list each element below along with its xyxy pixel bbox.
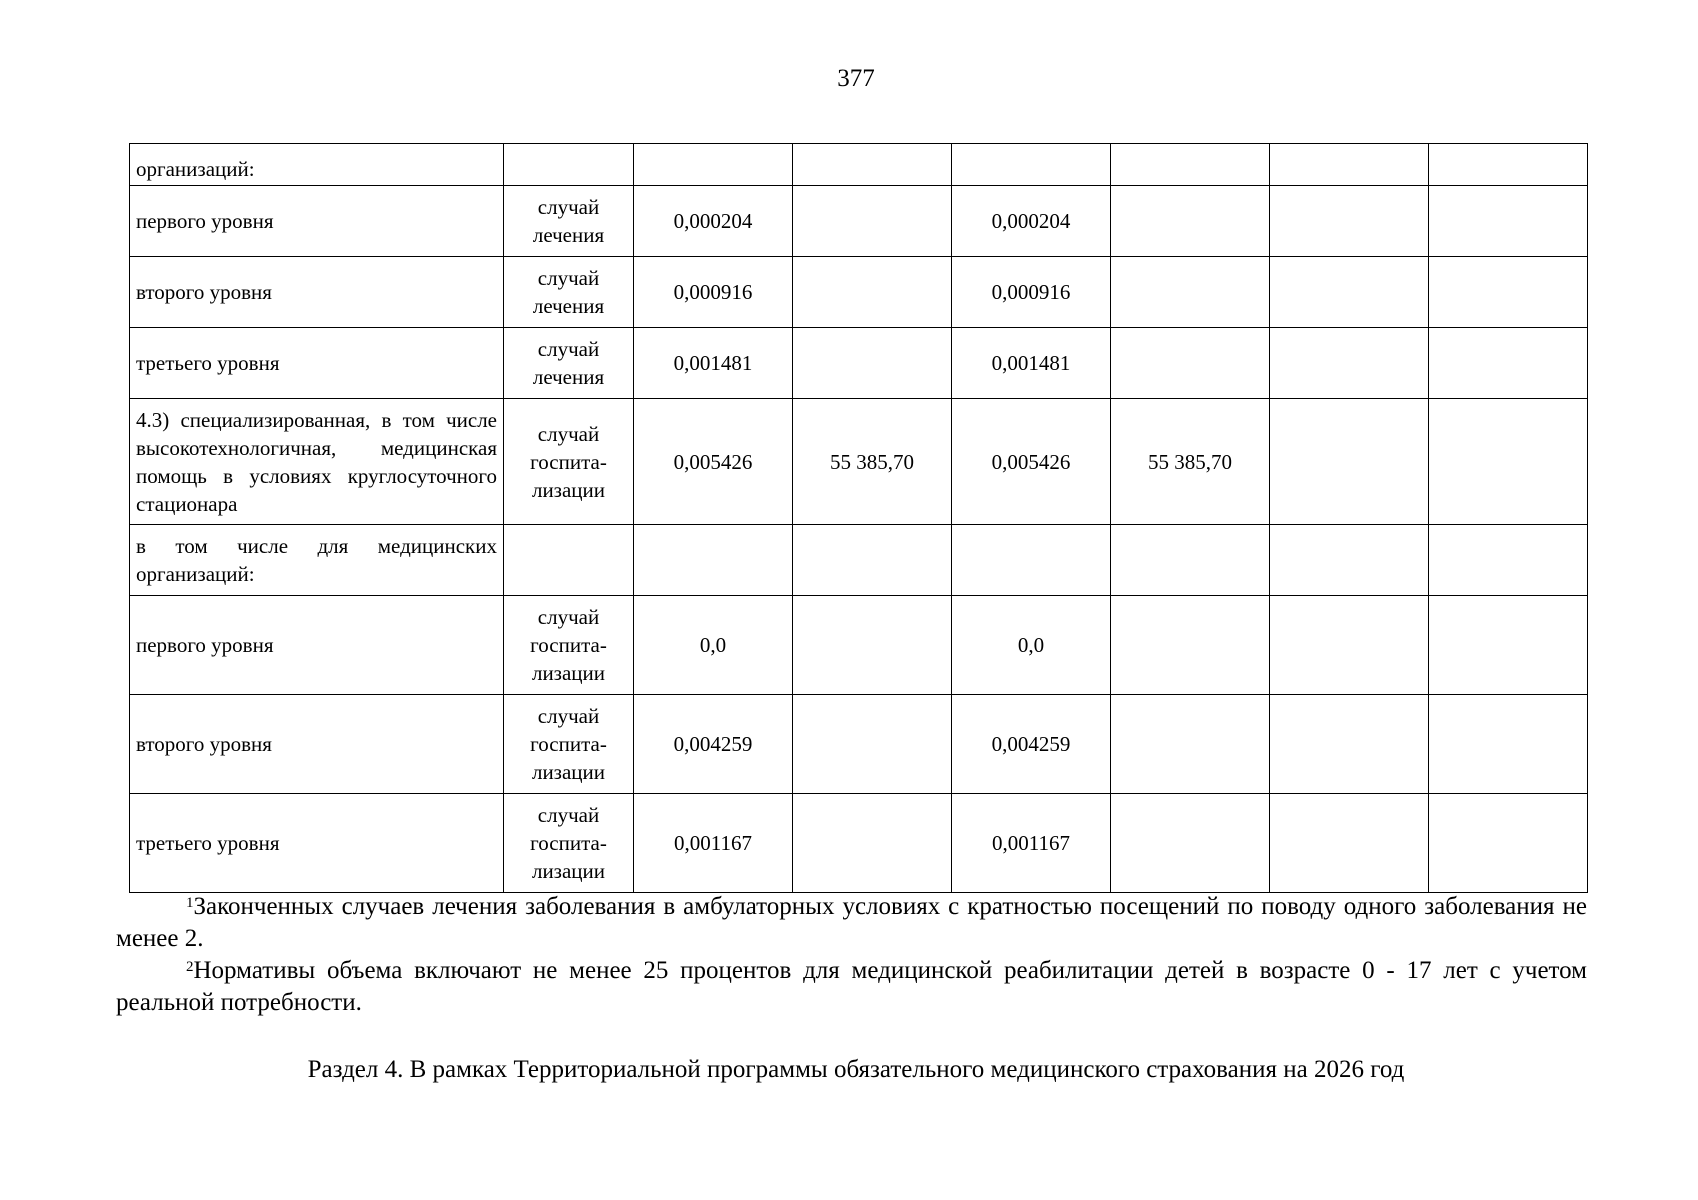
table-row: [130, 525, 1588, 596]
row-name-cell: второго уровня: [130, 257, 504, 328]
unit-cell: случай госпита- лизации: [504, 399, 634, 525]
value-cell: 0,0: [634, 596, 793, 695]
row-name-cell: первого уровня: [130, 596, 504, 695]
row-name-cell: в том числе для медицинских организаций:: [130, 525, 504, 596]
unit-cell: случай госпита- лизации: [504, 794, 634, 893]
value-cell: 0,000204: [634, 186, 793, 257]
table-row: [130, 328, 1588, 399]
table-row: [130, 596, 1588, 695]
value-cell: [1270, 257, 1429, 328]
row-name-cell: организаций:: [130, 144, 504, 186]
value-cell: [793, 186, 952, 257]
value-cell: 0,001481: [634, 328, 793, 399]
value-cell: 0,004259: [634, 695, 793, 794]
value-cell: [1270, 186, 1429, 257]
value-cell: [1429, 328, 1588, 399]
value-cell: [1429, 596, 1588, 695]
value-cell: [1270, 695, 1429, 794]
table-row: [130, 186, 1588, 257]
value-cell: 0,001481: [952, 328, 1111, 399]
value-cell: [1111, 794, 1270, 893]
value-cell: [793, 257, 952, 328]
value-cell: [793, 328, 952, 399]
value-cell: [1111, 525, 1270, 596]
row-name-cell: первого уровня: [130, 186, 504, 257]
value-cell: [1270, 328, 1429, 399]
row-name-cell: второго уровня: [130, 695, 504, 794]
table-row: [130, 399, 1588, 525]
page-number: 377: [837, 65, 875, 92]
table-row: [130, 695, 1588, 794]
value-cell: 0,000916: [634, 257, 793, 328]
value-cell: [793, 596, 952, 695]
section-heading: Раздел 4. В рамках Территориальной программы обязательного медицинского страхования на 2026 год: [307, 1056, 1405, 1083]
value-cell: [1429, 525, 1588, 596]
value-cell: [1429, 186, 1588, 257]
unit-cell: случай госпита- лизации: [504, 695, 634, 794]
value-cell: [1111, 186, 1270, 257]
unit-cell: случай лечения: [504, 257, 634, 328]
value-cell: [793, 525, 952, 596]
unit-cell: случай лечения: [504, 328, 634, 399]
unit-cell: случай госпита- лизации: [504, 596, 634, 695]
footnote-mark: 2: [186, 959, 194, 975]
value-cell: 0,004259: [952, 695, 1111, 794]
footnote-text: Законченных случаев лечения заболевания в амбулаторных условиях с кратностью посещений по поводу одного заболевания не менее 2.: [116, 893, 1587, 952]
value-cell: 0,0: [952, 596, 1111, 695]
footnote: [116, 891, 1587, 955]
value-cell: [1111, 328, 1270, 399]
value-cell: [1111, 596, 1270, 695]
value-cell: [1270, 525, 1429, 596]
row-name-cell: третьего уровня: [130, 794, 504, 893]
footnote: [116, 955, 1587, 1019]
value-cell: [1429, 399, 1588, 525]
volume-norms-table: [129, 143, 1588, 893]
table-row: [130, 794, 1588, 893]
value-cell: [952, 525, 1111, 596]
table-row: [130, 257, 1588, 328]
value-cell: 0,001167: [634, 794, 793, 893]
footnotes: [116, 891, 1587, 1019]
value-cell: [793, 144, 952, 186]
value-cell: [952, 144, 1111, 186]
table-row: [130, 144, 1588, 186]
unit-cell: [504, 144, 634, 186]
value-cell: [634, 525, 793, 596]
value-cell: 0,000204: [952, 186, 1111, 257]
unit-cell: [504, 525, 634, 596]
row-name-cell: 4.3) специализированная, в том числе высокотехнологичная, медицинская помощь в условиях круглосуточного стационара: [130, 399, 504, 525]
value-cell: [634, 144, 793, 186]
footnote-mark: 1: [186, 895, 194, 911]
value-cell: 0,000916: [952, 257, 1111, 328]
value-cell: [1111, 695, 1270, 794]
row-name-cell: третьего уровня: [130, 328, 504, 399]
value-cell: 0,005426: [634, 399, 793, 525]
value-cell: [1270, 596, 1429, 695]
value-cell: [1270, 144, 1429, 186]
value-cell: [1270, 399, 1429, 525]
value-cell: [1429, 257, 1588, 328]
value-cell: [1111, 257, 1270, 328]
value-cell: [1111, 144, 1270, 186]
value-cell: [1270, 794, 1429, 893]
value-cell: 0,005426: [952, 399, 1111, 525]
value-cell: [793, 695, 952, 794]
value-cell: 55 385,70: [1111, 399, 1270, 525]
value-cell: [1429, 794, 1588, 893]
value-cell: [1429, 144, 1588, 186]
value-cell: [1429, 695, 1588, 794]
value-cell: 55 385,70: [793, 399, 952, 525]
value-cell: [793, 794, 952, 893]
footnote-text: Нормативы объема включают не менее 25 процентов для медицинской реабилитации детей в возрасте 0 - 17 лет с учетом реальной потребности.: [116, 957, 1587, 1016]
unit-cell: случай лечения: [504, 186, 634, 257]
value-cell: 0,001167: [952, 794, 1111, 893]
